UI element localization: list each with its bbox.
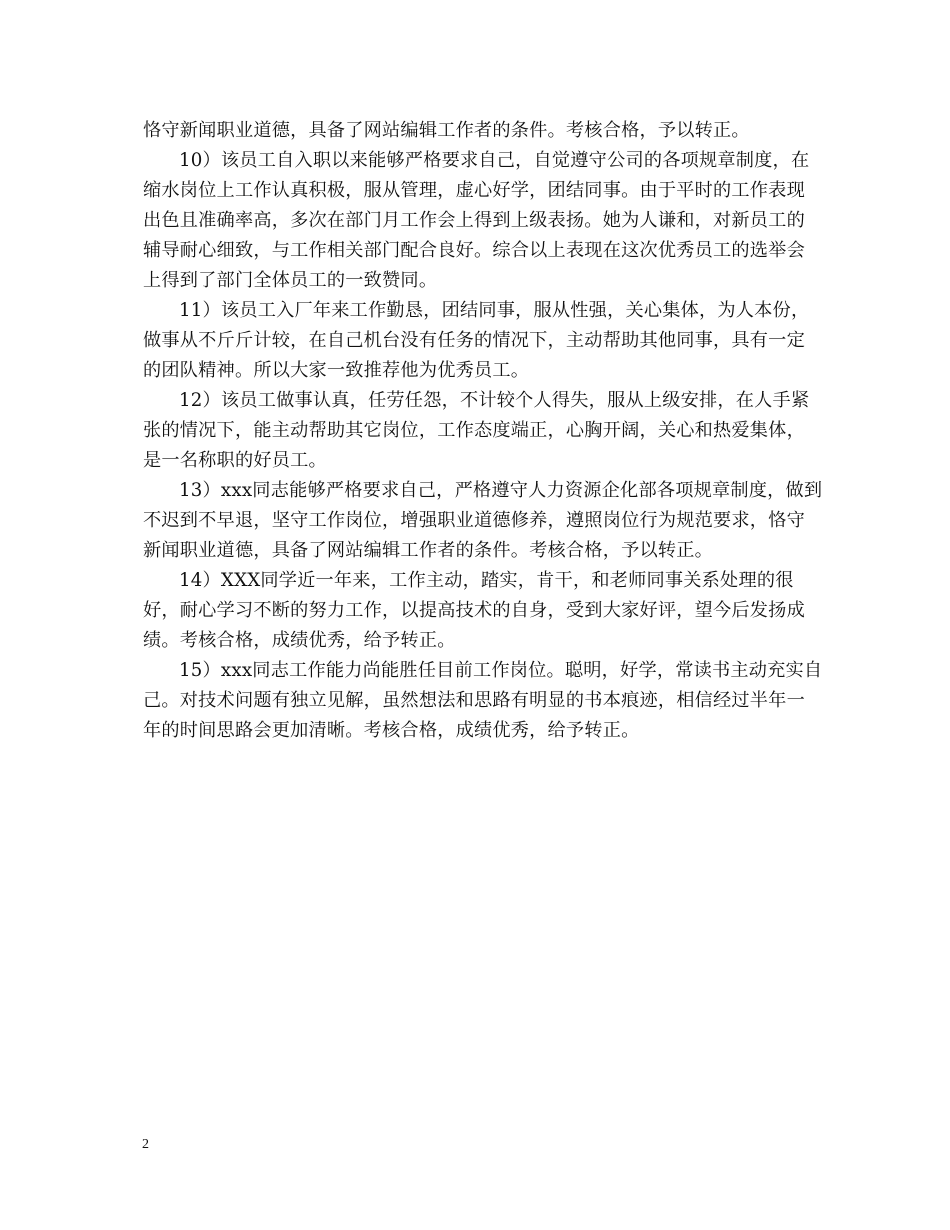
paragraph-11: 11）该员工入厂年来工作勤恳，团结同事，服从性强，关心集体，为人本份，做事从不斤斤计较，在自己机台没有任务的情况下，主动帮助其他同事，具有一定的团队精神。所以大家一致推荐他为优秀员工。 (143, 300, 810, 381)
paragraph-13: 13）xxx同志能够严格要求自己，严格遵守人力资源企化部各项规章制度，做到不迟到不早退，坚守工作岗位，增强职业道德修养，遵照岗位行为规范要求，恪守新闻职业道德，具备了网站编辑工作者的条件。考核合格，予以转正。 (143, 480, 823, 561)
paragraph-15: 15）xxx同志工作能力尚能胜任目前工作岗位。聪明，好学，常读书主动充实自己。对技术问题有独立见解，虽然想法和思路有明显的书本痕迹，相信经过半年一年的时间思路会更加清晰。考核合格，成绩优秀，给予转正。 (143, 660, 823, 741)
paragraph-10: 10）该员工自入职以来能够严格要求自己，自觉遵守公司的各项规章制度，在缩水岗位上工作认真积极，服从管理，虚心好学，团结同事。由于平时的工作表现出色且准确率高，多次在部门月工作会上得到上级表扬。她为人谦和，对新员工的辅导耐心细致，与工作相关部门配合良好。综合以上表现在这次优秀员工的选举会上得到了部门全体员工的一致赞同。 (143, 150, 810, 291)
document-body (143, 116, 823, 746)
paragraph-continuation: 恪守新闻职业道德，具备了网站编辑工作者的条件。考核合格，予以转正。 (143, 120, 750, 141)
paragraph-14: 14）XXX同学近一年来，工作主动，踏实，肯干，和老师同事关系处理的很好，耐心学习不断的努力工作，以提高技术的自身，受到大家好评，望今后发扬成绩。考核合格，成绩优秀，给予转正。 (143, 570, 805, 651)
page-number: 2 (142, 1137, 149, 1152)
paragraph-12: 12）该员工做事认真，任劳任怨，不计较个人得失，服从上级安排，在人手紧张的情况下，能主动帮助其它岗位，工作态度端正，心胸开阔，关心和热爱集体，是一名称职的好员工。 (143, 390, 810, 471)
